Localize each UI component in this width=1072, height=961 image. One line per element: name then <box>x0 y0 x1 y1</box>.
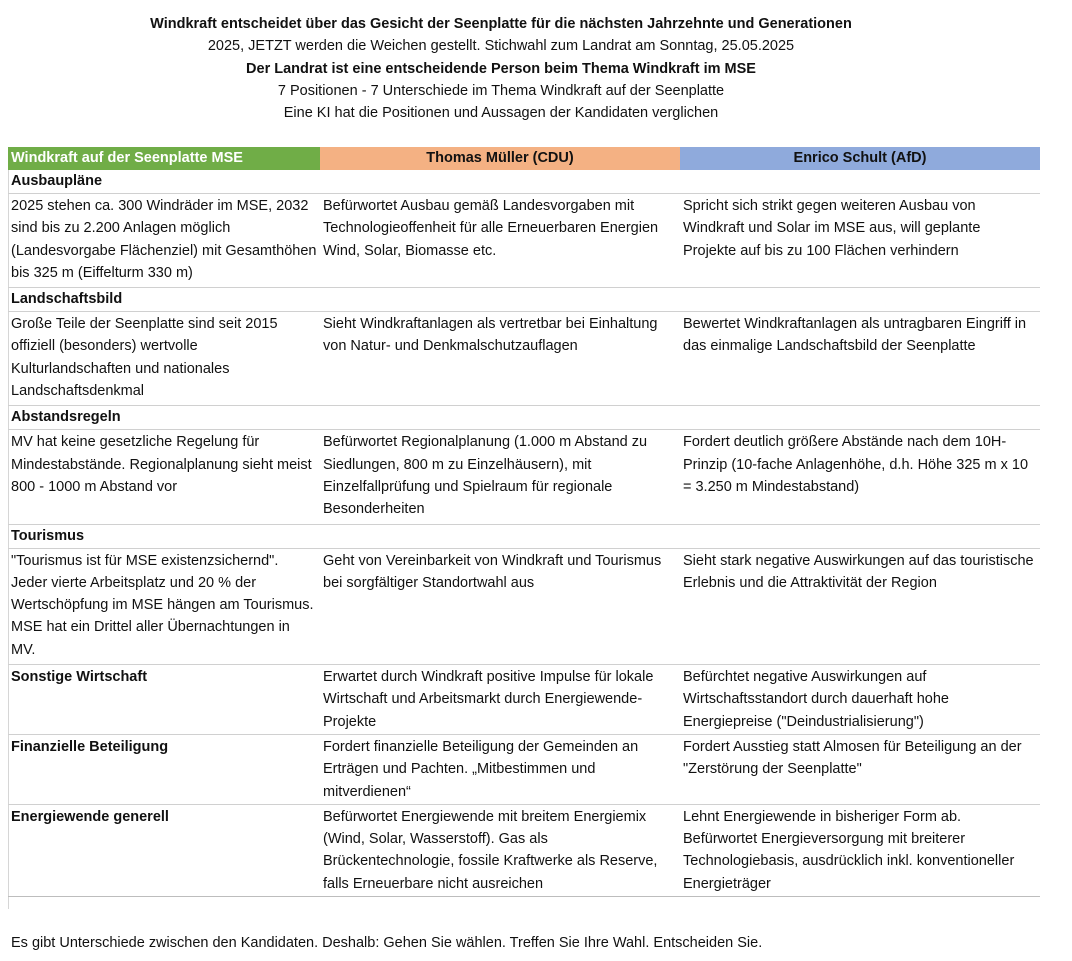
subheadline-ai: Eine KI hat die Positionen und Aussagen der Kandidaten verglichen <box>283 105 719 122</box>
cdu-position: Befürwortet Regionalplanung (1.000 m Abstand zu Siedlungen, 800 m zu Einzelhäusern), mit Einzelfallprüfung und Spielraum für regionale Besonderheiten <box>320 430 680 524</box>
topic-row <box>8 665 1040 735</box>
cdu-position: Fordert finanzielle Beteiligung der Gemeinden an Erträgen und Pachten. „Mitbestimmen und mitverdienen“ <box>320 734 680 804</box>
topic-label: Energiewende generell <box>8 804 320 896</box>
topic-title: Abstandsregeln <box>8 406 1040 430</box>
afd-position: Lehnt Energiewende in bisheriger Form ab. Befürwortet Energieversorgung mit breiterer Technologiebasis, ausdrücklich inkl. konventioneller Energieträger <box>680 804 1040 896</box>
topic-title-row <box>8 288 1040 312</box>
topic-label: Finanzielle Beteiligung <box>8 734 320 804</box>
cdu-position: Sieht Windkraftanlagen als vertretbar bei Einhaltung von Natur- und Denkmalschutzauflagen <box>320 312 680 406</box>
table-header-row <box>8 147 1040 170</box>
topic-content-row <box>8 430 1040 524</box>
afd-position: Fordert Ausstieg statt Almosen für Beteiligung an der "Zerstörung der Seenplatte" <box>680 734 1040 804</box>
topic-content-row <box>8 312 1040 406</box>
topic-row <box>8 804 1040 896</box>
topic-title: Landschaftsbild <box>8 288 1040 312</box>
headline-landrat: Der Landrat ist eine entscheidende Person beim Thema Windkraft im MSE <box>246 60 756 77</box>
subheadline-positions: 7 Positionen - 7 Unterschiede im Thema Windkraft auf der Seenplatte <box>277 82 725 99</box>
page-header <box>0 13 1002 124</box>
topic-facts: MV hat keine gesetzliche Regelung für Mindestabstände. Regionalplanung sieht meist 800 - 1000 m Abstand vor <box>8 430 320 524</box>
topic-label: Sonstige Wirtschaft <box>8 665 320 735</box>
topic-title-row <box>8 524 1040 548</box>
afd-position: Sieht stark negative Auswirkungen auf das touristische Erlebnis und die Attraktivität der Region <box>680 548 1040 664</box>
afd-position: Befürchtet negative Auswirkungen auf Wirtschaftsstandort durch dauerhaft hohe Energiepreise ("Deindustrialisierung") <box>680 665 1040 735</box>
topic-title-row <box>8 406 1040 430</box>
topic-row <box>8 734 1040 804</box>
cdu-position: Erwartet durch Windkraft positive Impulse für lokale Wirtschaft und Arbeitsmarkt durch Energiewende-Projekte <box>320 665 680 735</box>
comparison-table <box>8 147 1040 897</box>
cdu-position: Geht von Vereinbarkeit von Windkraft und Tourismus bei sorgfältiger Standortwahl aus <box>320 548 680 664</box>
topic-content-row <box>8 548 1040 664</box>
footer-call-to-vote: Es gibt Unterschiede zwischen den Kandidaten. Deshalb: Gehen Sie wählen. Treffen Sie Ihre Wahl. Entscheiden Sie. <box>11 935 763 951</box>
topic-content-row <box>8 194 1040 288</box>
afd-position: Bewertet Windkraftanlagen als untragbaren Eingriff in das einmalige Landschaftsbild der Seenplatte <box>680 312 1040 406</box>
topic-facts: "Tourismus ist für MSE existenzsichernd". Jeder vierte Arbeitsplatz und 20 % der Wertschöpfung im MSE hängen am Tourismus. MSE hat ein Drittel aller Übernachtungen in MV. <box>8 548 320 664</box>
afd-position: Fordert deutlich größere Abstände nach dem 10H-Prinzip (10-fache Anlagenhöhe, d.h. Höhe 325 m x 10 = 3.250 m Mindestabstand) <box>680 430 1040 524</box>
cdu-position: Befürwortet Energiewende mit breitem Energiemix (Wind, Solar, Wasserstoff). Gas als Brückentechnologie, fossile Kraftwerke als Reserve, falls Erneuerbare nicht ausreichen <box>320 804 680 896</box>
topic-facts: 2025 stehen ca. 300 Windräder im MSE, 2032 sind bis zu 2.200 Anlagen möglich (Landesvorgabe Flächenziel) mit Gesamthöhen bis 325 m (Eiffelturm 330 m) <box>8 194 320 288</box>
afd-position: Spricht sich strikt gegen weiteren Ausbau von Windkraft und Solar im MSE aus, will geplante Projekte auf bis zu 100 Flächen verhindern <box>680 194 1040 288</box>
topic-title-row <box>8 170 1040 194</box>
column-header-afd: Enrico Schult (AfD) <box>680 147 1040 170</box>
topic-facts: Große Teile der Seenplatte sind seit 2015 offiziell (besonders) wertvolle Kulturlandschaften und nationales Landschaftsdenkmal <box>8 312 320 406</box>
column-header-cdu: Thomas Müller (CDU) <box>320 147 680 170</box>
headline: Windkraft entscheidet über das Gesicht der Seenplatte für die nächsten Jahrzehnte und Generationen <box>150 16 852 32</box>
subheadline-date: 2025, JETZT werden die Weichen gestellt. Stichwahl zum Landrat am Sonntag, 25.05.2025 <box>207 38 795 55</box>
column-header-topic: Windkraft auf der Seenplatte MSE <box>8 147 320 170</box>
topic-title: Ausbaupläne <box>8 170 1040 194</box>
cdu-position: Befürwortet Ausbau gemäß Landesvorgaben mit Technologieoffenheit für alle Erneuerbaren Energien Wind, Solar, Biomasse etc. <box>320 194 680 288</box>
topic-title: Tourismus <box>8 524 1040 548</box>
